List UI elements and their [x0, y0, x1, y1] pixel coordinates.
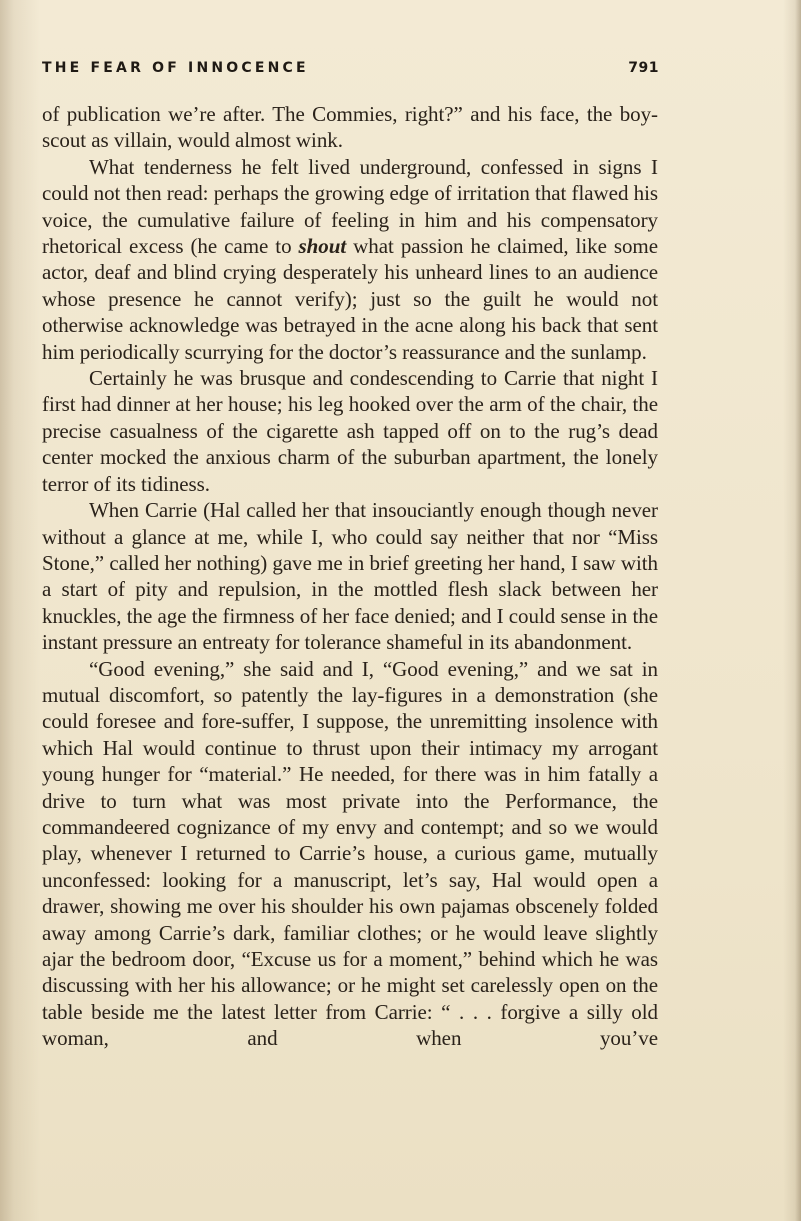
- running-head: [42, 60, 659, 84]
- body-text: [42, 101, 658, 1052]
- paragraph-2-part-a: What tenderness he felt lived underground, confessed in signs I could not then read: perhaps the growing edge of irritation that flawed his voice, the cumulative failure of feeling in him and his compensatory rhetorical excess (he came to: [42, 154, 658, 259]
- paragraph-2: [42, 154, 658, 365]
- paragraph-5: “Good evening,” she said and I, “Good evening,” and we sat in mutual discomfort, so patently the lay-figures in a demonstration (she could foresee and fore-suffer, I suppose, the unremitting insolence with which Hal would continue to thrust upon their intimacy my arrogant young hunger for “material.” He needed, for there was in him fatally a drive to turn what was most private into the Performance, the commandeered cognizance of my envy and contempt; and so we would play, whenever I returned to Carrie’s house, a curious game, mutually unconfessed: looking for a manuscript, let’s say, Hal would open a drawer, showing me over his shoulder his own pajamas obscenely folded away among Carrie’s dark, familiar clothes; or he would leave slightly ajar the bedroom door, “Excuse us for a moment,” behind which he was discussing with her his allowance; or he might set carelessly open on the table beside me the latest letter from Carrie: “ . . . forgive a silly old woman, and when you’ve: [42, 656, 658, 1051]
- running-title: THE FEAR OF INNOCENCE: [42, 60, 309, 76]
- paragraph-2-part-b: what passion he claimed, like some actor, deaf and blind crying desperately his unheard lines to an audience whose presence he cannot verify); just so the guilt he would not otherwise acknowledge was betrayed in the acne along his back that sent him periodically scurrying for the doctor’s reassurance and the sunlamp.: [42, 234, 658, 364]
- paragraph-3: Certainly he was brusque and condescending to Carrie that night I first had dinner at her house; his leg hooked over the arm of the chair, the precise casualness of the cigarette ash tapped off on to the rug’s dead center mocked the anxious charm of the suburban apartment, the lonely terror of its tidiness.: [42, 366, 658, 496]
- emphasis-shout: shout: [298, 234, 347, 259]
- paragraph-1: of publication we’re after. The Commies, right?” and his face, the boy-scout as villain, would almost wink.: [42, 102, 658, 153]
- page-number: 791: [628, 60, 659, 76]
- paragraph-4: When Carrie (Hal called her that insouciantly enough though never without a glance at me, while I, who could say neither that nor “Miss Stone,” called her nothing) gave me in brief greeting her hand, I saw with a start of pity and repulsion, in the mottled flesh slack between her knuckles, the age the firmness of her face denied; and I could sense in the instant pressure an entreaty for tolerance shameful in its abandonment.: [42, 498, 658, 655]
